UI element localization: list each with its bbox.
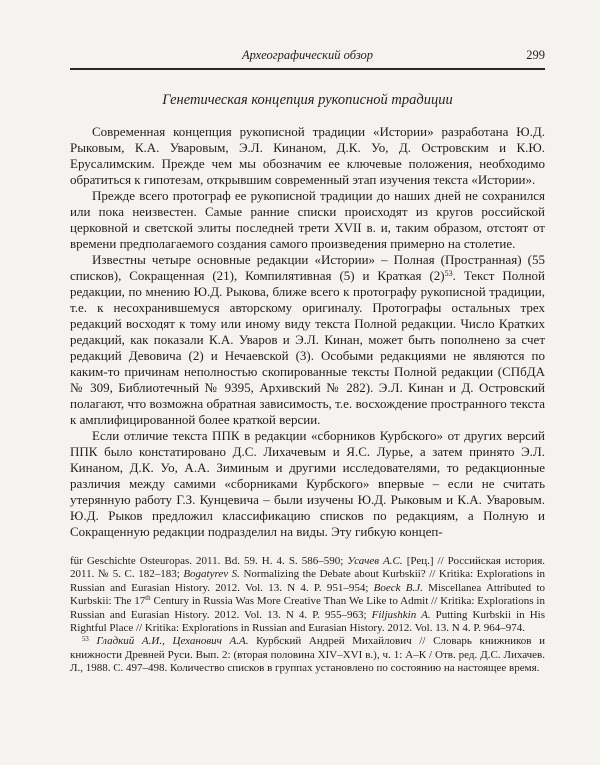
paragraph: Современная концепция рукописной традиции «Истории» разработана Ю.Д. Рыковым, К.А. Уваровым, Э.Л. Кинаном, Д.К. Уо, Д. Островским и К.Ю. Ерусалимским. Прежде чем мы обозначим ее ключевые положения, необходимо обратиться к гипотезам, открывшим современный этап изучения текста «Истории». <box>70 124 545 187</box>
header-rule <box>70 68 545 70</box>
footnotes <box>70 555 545 676</box>
paragraph: Прежде всего протограф ее рукописной традиции до наших дней не сохранился или пока неизвестен. Самые ранние списки происходят из кругов российской церковной и светской элиты последней трети XVII в. и, таким образом, отстоят от времени предполагаемого создания самого произведения примерно на столетие. <box>70 188 545 251</box>
section-title: Генетическая концепция рукописной традиции <box>162 92 453 108</box>
paragraph: Известны четыре основные редакции «Истории» – Полная (Пространная) (55 списков), Сокращенная (21), Компилятивная (5) и Краткая $(2)^{53}$. Текст Полной редакции, по мнению Ю.Д. Рыкова, ближе всего к протографу рукописной традиции, т.е. к несохранившемуся авторскому оригиналу. Протографы остальных трех редакций восходят к тому или иному виду текста Полной редакции. Число Кратких редакций, как показали К.А. Уваров и Э.Л. Кинан, может быть пополнено за счет редакций Девовича (2) и Нечаевской (3). Особыми редакциями не являются по каким-то причинам неполностью скопированные тексты Полной редакции (СПбДА № 309, Библиотечный № 9395, Архивский № 282). Э.Л. Кинан и Д. Островский полагают, что возможна обратная зависимость, т.е. восхождение пространного текста к амплифицированной более краткой версии. <box>70 252 546 427</box>
page-header <box>70 48 545 63</box>
running-title: Археографический обзор <box>241 48 374 62</box>
page-number: 299 <box>526 48 545 62</box>
paragraph: Если отличие текста ППК в редакции «сборников Курбского» от других версий ППК было констатировано Д.С. Лихачевым и Я.С. Лурье, а затем принято Э.Л. Кинаном, Д.К. Уо, А.А. Зиминым и другими исследователями, то редакционные различия между самими «сборниками Курбского» впервые – если не считать утерянную работу Г.З. Кунцевича – были изучены Ю.Д. Рыковым и К.А. Уваровым. Ю.Д. Рыков предложил классификацию списков по редакциям, а Полную и Сокращенную редакции подразделил на виды. Эту гибкую концеп- <box>70 428 545 539</box>
footnote: für Geschichte Osteuropas. 2011. Bd. 59. H. 4. S. 586–590; Усачев А.С. [Рец.] // Российская история. 2011. № 5. С. 182–183; Bogatyrev S. Normalizing the Debate about Kurbskii? // Kritika: Explorations in Russian and Eurasian History. 2012. Vol. 13. N 4. P. 951–954; Boeck B.J. Miscellanea Attributed to Kurbskii: The 17th Century in Russia Was More Creative Than We Like to Admit // Kritika: Explorations in Russian and Eurasian History. 2012. Vol. 13. N 4. P. 955–963; Filjushkin A. Putting Kurbskii in His Rightful Place // Kritika: Explorations in Russian and Eurasian History. 2012. Vol. 13. N 4. P. 964–974. <box>70 555 546 635</box>
footnote: $^{53}$ Гладкий А.И., Цеханович А.А. Курбский Андрей Михайлович // Словарь книжников и книжности Древней Руси. Вып. 2: (вторая половина XIV–XVI в.), ч. 1: А–К / Отв. ред. Д.С. Лихачев. Л., 1988. С. 497–498. Количество списков в группах установлено по состоянию на настоящее время. <box>70 635 546 675</box>
body-text <box>70 124 545 540</box>
